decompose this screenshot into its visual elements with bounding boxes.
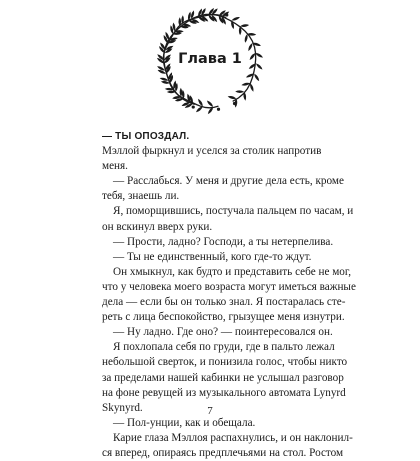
text-line: меня. — [102, 160, 128, 173]
text-line: — Ну ладно. Где оно? — поинтересовался он. — [113, 326, 333, 339]
text-line: — Прости, ладно? Господи, а ты нетерпелива. — [113, 235, 334, 248]
page-number: 7 — [207, 405, 213, 417]
text-line: — Пол-унции, как и обещала. — [113, 416, 256, 429]
text-line: на фоне ревущей из музыкального автомата Lynyrd — [102, 386, 346, 399]
text-line: за пределами нашей кабинки не услышал разговор — [102, 371, 344, 384]
text-line: Карие глаза Мэллоя распахнулись, и он наклонил- — [113, 431, 353, 444]
text-line: тебя, знаешь ли. — [102, 190, 180, 203]
text-line: реть с лица беспокойство, грызущее меня изнутри. — [102, 311, 345, 324]
text-line: — Ты не единственный, кого где-то ждут. — [113, 250, 312, 263]
text-line: Skynyrd. — [102, 401, 143, 414]
opening-words: — ТЫ ОПОЗДАЛ. — [102, 131, 190, 142]
text-line: Мэллой фыркнул и уселся за столик напротив — [102, 145, 322, 158]
text-line: Он хмыкнул, как будто и представить себе не мог, — [113, 265, 352, 278]
text-line: он вскинул вверх руки. — [102, 220, 213, 233]
text-line: Я, поморщившись, постучала пальцем по часам, и — [113, 205, 354, 218]
text-line: ся вперед, опираясь предплечьями на стол. Ростом — [102, 446, 344, 459]
text-line: небольшой сверток, и понизила голос, чтобы никто — [102, 356, 348, 369]
text-line: дела — если бы он только знал. Я постаралась сте- — [102, 296, 346, 309]
text-line: — Расслабься. У меня и другие дела есть, кроме — [113, 175, 344, 188]
opening-line — [102, 129, 318, 144]
chapter-title: Глава 1 — [178, 51, 242, 67]
text-line: Я похлопала себя по груди, где в пальто лежал — [113, 341, 335, 354]
text-line: что у человека моего возраста могут иметься важные — [102, 280, 356, 293]
